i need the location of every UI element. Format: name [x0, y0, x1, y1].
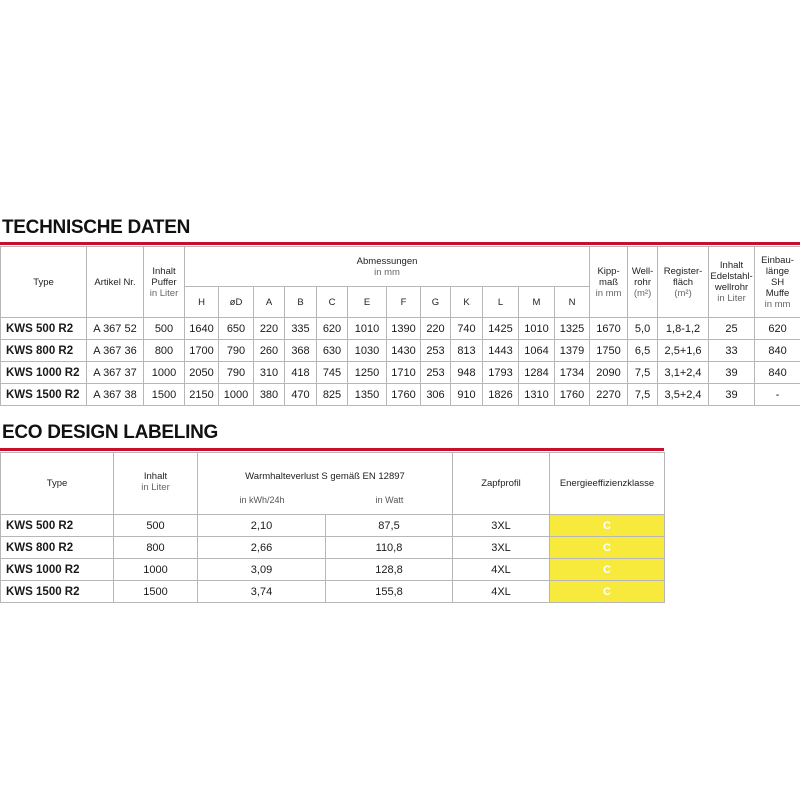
cell-dim: 740 [451, 318, 483, 340]
cell-dim: 1443 [483, 340, 519, 362]
eco-design-title: ECO DESIGN LABELING [2, 422, 218, 443]
eco-th-kwh: in kWh/24h [239, 495, 285, 505]
cell-dim: 260 [254, 340, 285, 362]
table-row [1, 537, 665, 559]
eco-th-zapfprofil: Zapfprofil [453, 453, 550, 515]
cell-dim: 1030 [348, 340, 387, 362]
cell-energieklasse: C [550, 559, 665, 581]
th-registerflaech: Register- fläch (m²) [658, 247, 709, 318]
technische-daten-body [1, 318, 800, 406]
cell-dim: 380 [254, 384, 285, 406]
cell-zapfprofil: 4XL [453, 559, 550, 581]
cell-dim: 1700 [185, 340, 219, 362]
th-dim-11: N [555, 287, 590, 318]
cell-reg: 2,5+1,6 [658, 340, 709, 362]
table-row [1, 384, 800, 406]
th-einbaulaenge: Einbau- länge SH Muffe in mm [755, 247, 800, 318]
cell-type: KWS 1000 R2 [1, 362, 87, 384]
th-abmessungen: Abmessungen in mm [185, 247, 590, 287]
cell-dim: 1000 [219, 384, 254, 406]
th-dim-10: M [519, 287, 555, 318]
eco-design-rule [0, 448, 664, 451]
cell-dim: 825 [317, 384, 348, 406]
cell-dim: 1325 [555, 318, 590, 340]
cell-dim: 745 [317, 362, 348, 384]
cell-dim: 2050 [185, 362, 219, 384]
cell-dim: 470 [285, 384, 317, 406]
cell-dim: 1430 [387, 340, 421, 362]
cell-dim: 1379 [555, 340, 590, 362]
cell-inhalt: 500 [114, 515, 198, 537]
cell-zapfprofil: 3XL [453, 537, 550, 559]
table-row [1, 318, 800, 340]
cell-watt: 110,8 [326, 537, 453, 559]
cell-inhalt: 800 [144, 340, 185, 362]
cell-einb: 620 [755, 318, 800, 340]
technische-daten-rule [0, 242, 800, 245]
cell-watt: 87,5 [326, 515, 453, 537]
cell-dim: 306 [421, 384, 451, 406]
cell-dim: 1064 [519, 340, 555, 362]
cell-dim: 1640 [185, 318, 219, 340]
cell-well: 5,0 [628, 318, 658, 340]
cell-kwh: 2,66 [198, 537, 326, 559]
cell-dim: 1390 [387, 318, 421, 340]
cell-dim: 1350 [348, 384, 387, 406]
th-dim-0: H [185, 287, 219, 318]
eco-th-warmhalteverlust: Warmhalteverlust S gemäß EN 12897 in kWh/24h in Watt [198, 453, 453, 515]
cell-watt: 128,8 [326, 559, 453, 581]
cell-well: 6,5 [628, 340, 658, 362]
cell-artikel: A 367 38 [87, 384, 144, 406]
cell-einb: - [755, 384, 800, 406]
cell-dim: 910 [451, 384, 483, 406]
cell-kwh: 2,10 [198, 515, 326, 537]
cell-dim: 220 [421, 318, 451, 340]
cell-zapfprofil: 3XL [453, 515, 550, 537]
cell-dim: 368 [285, 340, 317, 362]
th-wellrohr: Well- rohr (m²) [628, 247, 658, 318]
cell-artikel: A 367 37 [87, 362, 144, 384]
th-inhalt-edelstahl: Inhalt Edelstahl- wellrohr in Liter [709, 247, 755, 318]
eco-th-watt: in Watt [375, 495, 404, 505]
cell-dim: 1310 [519, 384, 555, 406]
cell-reg: 3,1+2,4 [658, 362, 709, 384]
cell-dim: 630 [317, 340, 348, 362]
cell-kipp: 2090 [590, 362, 628, 384]
eco-th-energieeffizienzklasse: Energieeffizienzklasse [550, 453, 665, 515]
th-type: Type [1, 247, 87, 318]
cell-dim: 650 [219, 318, 254, 340]
cell-artikel: A 367 52 [87, 318, 144, 340]
th-artikel: Artikel Nr. [87, 247, 144, 318]
cell-type: KWS 800 R2 [1, 537, 114, 559]
cell-energieklasse: C [550, 515, 665, 537]
table-row [1, 362, 800, 384]
eco-design-body [1, 515, 665, 603]
cell-type: KWS 800 R2 [1, 340, 87, 362]
cell-dim: 1425 [483, 318, 519, 340]
cell-dim: 1760 [555, 384, 590, 406]
th-dim-5: E [348, 287, 387, 318]
cell-inhalt: 1500 [144, 384, 185, 406]
cell-zapfprofil: 4XL [453, 581, 550, 603]
cell-artikel: A 367 36 [87, 340, 144, 362]
cell-inhalt: 1000 [114, 559, 198, 581]
cell-dim: 253 [421, 340, 451, 362]
cell-energieklasse: C [550, 581, 665, 603]
th-dim-7: G [421, 287, 451, 318]
cell-dim: 790 [219, 362, 254, 384]
table-row [1, 559, 665, 581]
cell-edel: 33 [709, 340, 755, 362]
cell-dim: 948 [451, 362, 483, 384]
cell-dim: 620 [317, 318, 348, 340]
table-row [1, 515, 665, 537]
th-dim-9: L [483, 287, 519, 318]
cell-inhalt: 800 [114, 537, 198, 559]
th-dim-2: A [254, 287, 285, 318]
cell-watt: 155,8 [326, 581, 453, 603]
table-row [1, 340, 800, 362]
cell-dim: 310 [254, 362, 285, 384]
cell-type: KWS 1000 R2 [1, 559, 114, 581]
cell-einb: 840 [755, 362, 800, 384]
th-dim-1: øD [219, 287, 254, 318]
cell-inhalt: 1500 [114, 581, 198, 603]
cell-dim: 418 [285, 362, 317, 384]
cell-edel: 25 [709, 318, 755, 340]
cell-type: KWS 500 R2 [1, 515, 114, 537]
cell-dim: 220 [254, 318, 285, 340]
cell-dim: 1760 [387, 384, 421, 406]
cell-dim: 1284 [519, 362, 555, 384]
th-dim-8: K [451, 287, 483, 318]
cell-dim: 1793 [483, 362, 519, 384]
eco-th-type: Type [1, 453, 114, 515]
cell-kwh: 3,74 [198, 581, 326, 603]
cell-kwh: 3,09 [198, 559, 326, 581]
cell-dim: 1250 [348, 362, 387, 384]
cell-dim: 813 [451, 340, 483, 362]
cell-reg: 3,5+2,4 [658, 384, 709, 406]
cell-dim: 1734 [555, 362, 590, 384]
cell-type: KWS 1500 R2 [1, 384, 87, 406]
cell-dim: 1710 [387, 362, 421, 384]
th-dim-4: C [317, 287, 348, 318]
cell-kipp: 1670 [590, 318, 628, 340]
th-inhalt-puffer: Inhalt Puffer in Liter [144, 247, 185, 318]
cell-type: KWS 1500 R2 [1, 581, 114, 603]
cell-edel: 39 [709, 384, 755, 406]
cell-einb: 840 [755, 340, 800, 362]
cell-dim: 1010 [348, 318, 387, 340]
cell-inhalt: 1000 [144, 362, 185, 384]
cell-kipp: 1750 [590, 340, 628, 362]
cell-type: KWS 500 R2 [1, 318, 87, 340]
cell-kipp: 2270 [590, 384, 628, 406]
cell-dim: 790 [219, 340, 254, 362]
cell-edel: 39 [709, 362, 755, 384]
th-dim-6: F [387, 287, 421, 318]
cell-dim: 1826 [483, 384, 519, 406]
technische-daten-title: TECHNISCHE DATEN [2, 217, 191, 238]
cell-inhalt: 500 [144, 318, 185, 340]
eco-design-table [0, 452, 665, 603]
cell-dim: 253 [421, 362, 451, 384]
cell-dim: 2150 [185, 384, 219, 406]
th-kippmass: Kipp- maß in mm [590, 247, 628, 318]
cell-energieklasse: C [550, 537, 665, 559]
cell-well: 7,5 [628, 362, 658, 384]
eco-th-inhalt: Inhalt in Liter [114, 453, 198, 515]
cell-dim: 335 [285, 318, 317, 340]
th-dim-3: B [285, 287, 317, 318]
cell-well: 7,5 [628, 384, 658, 406]
technische-daten-table [0, 246, 800, 406]
table-row [1, 581, 665, 603]
cell-reg: 1,8-1,2 [658, 318, 709, 340]
cell-dim: 1010 [519, 318, 555, 340]
